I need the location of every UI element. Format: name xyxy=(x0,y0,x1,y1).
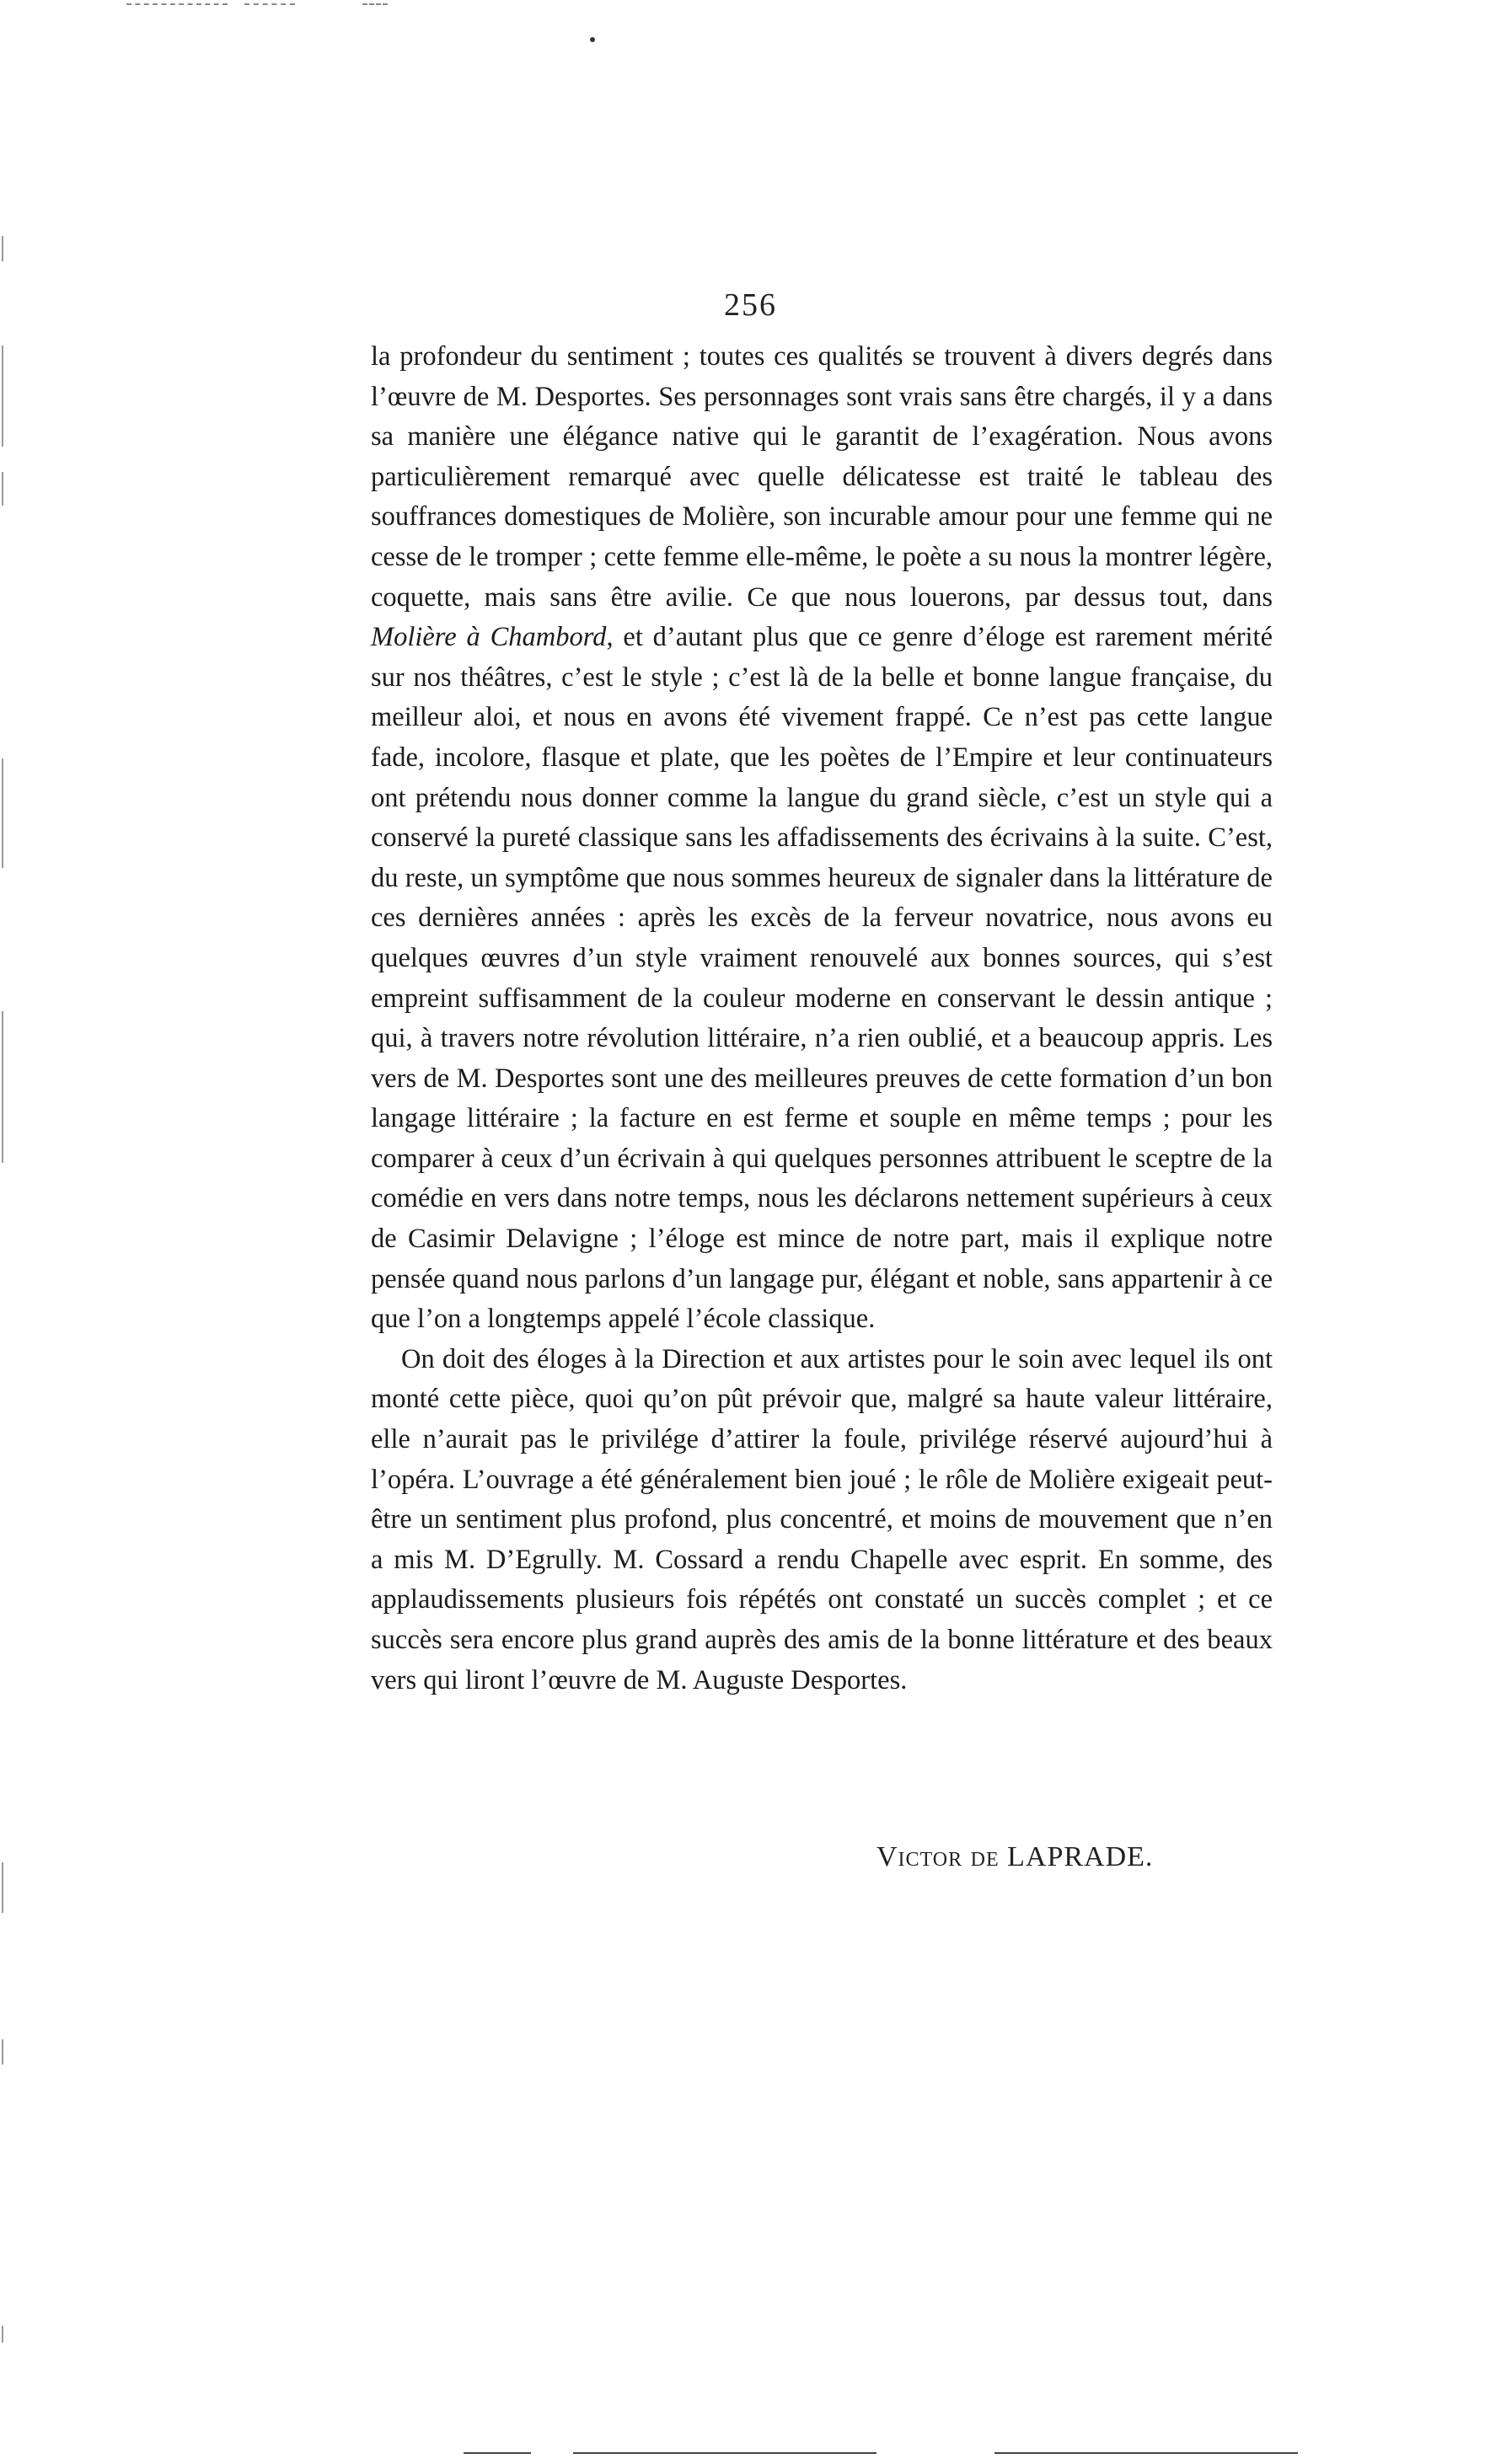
scan-top-edge-mark xyxy=(126,3,228,5)
body-text xyxy=(371,337,1273,1701)
scan-left-margin-mark xyxy=(2,345,3,447)
scan-top-edge-mark xyxy=(362,3,388,5)
scan-left-margin-mark xyxy=(2,472,3,506)
scan-left-margin-mark xyxy=(2,2326,3,2343)
paragraph xyxy=(371,337,1273,1340)
author-first-name: Victor de xyxy=(876,1841,1000,1872)
play-title: Molière à Chambord xyxy=(371,622,607,653)
scan-left-margin-mark xyxy=(2,236,3,261)
scan-bottom-edge-mark xyxy=(994,2452,1298,2454)
scan-top-edge-mark xyxy=(244,3,295,5)
paragraph: On doit des éloges à la Direction et aux artistes pour le soin avec lequel ils ont monté cette pièce, quoi qu’on pût prévoir que, malgré sa haute valeur littéraire, elle n’aurait pas le privilége d’attirer la foule, privilége réservé aujourd’hui à l’opéra. L’ouvrage a été généralement bien joué ; le rôle de Molière exigeait peut-être un sentiment plus profond, plus concentré, et moins de mouvement que n’en a mis M. D’Egrully. M. Cossard a rendu Chapelle avec esprit. En somme, des applaudissements plusieurs fois répétés ont constaté un succès complet ; et ce succès sera encore plus grand auprès des amis de la bonne littérature et des beaux vers qui liront l’œuvre de M. Auguste Desportes. xyxy=(371,1343,1273,1695)
page-number: 256 xyxy=(724,287,777,323)
scan-bottom-edge-mark xyxy=(464,2452,531,2454)
scan-bottom-edge-mark xyxy=(573,2452,876,2454)
author-last-name: LAPRADE. xyxy=(1007,1841,1154,1872)
scan-left-margin-mark xyxy=(2,758,3,868)
scan-left-margin-mark xyxy=(2,2039,3,2065)
author-signature xyxy=(876,1841,1153,1873)
scan-left-margin-mark xyxy=(2,1862,3,1913)
paragraph-text: , et d’autant plus que ce genre d’éloge est rarement mérité sur nos théâtres, c’est le style ; c’est là de la belle et bonne langue française, du meilleur aloi, et nous en avons été vivement frappé. Ce n’est pas cette langue fade, incolore, flasque et plate, que les poètes de l’Empire et leur continuateurs ont prétendu nous donner comme la langue du grand siècle, c’est un style qui a conservé la pureté classique sans les affadissements des écrivains à la suite. C’est, du reste, un symptôme que nous sommes heureux de signaler dans la littérature de ces dernières années : après les excès de la ferveur novatrice, nous avons eu quelques œuvres d’un style vraiment renouvelé aux bonnes sources, qui s’est empreint suffisamment de la couleur moderne en conservant le dessin antique ; qui, à travers notre révolution littéraire, n’a rien oublié, et a beaucoup appris. Les vers de M. Desportes sont une des meilleures preuves de cette formation d’un bon langage littéraire ; la facture en est ferme et souple en même temps ; pour les comparer à ceux d’un écrivain à qui quelques personnes attribuent le sceptre de la comédie en vers dans notre temps, nous les déclarons nettement supérieurs à ceux de Casimir Delavigne ; l’éloge est mince de notre part, mais il explique notre pensée quand nous parlons d’un langage pur, élégant et noble, sans appartenir à ce que l’on a longtemps appelé l’école classique. xyxy=(371,622,1273,1335)
scan-speck xyxy=(590,37,595,42)
paragraph-text: la profondeur du sentiment ; toutes ces qualités se trouvent à divers degrés dans l’œuvre de M. Desportes. Ses personnages sont vrais sans être chargés, il y a dans sa manière une élégance native qui le garantit de l’exagération. Nous avons particulièrement remarqué avec quelle délicatesse est traité le tableau des souffrances domestiques de Molière, son incurable amour pour une femme qui ne cesse de le tromper ; cette femme elle-même, le poète a su nous la montrer légère, coquette, mais sans être avilie. Ce que nous louerons, par dessus tout, dans xyxy=(371,341,1273,613)
scan-left-margin-mark xyxy=(2,1011,3,1163)
